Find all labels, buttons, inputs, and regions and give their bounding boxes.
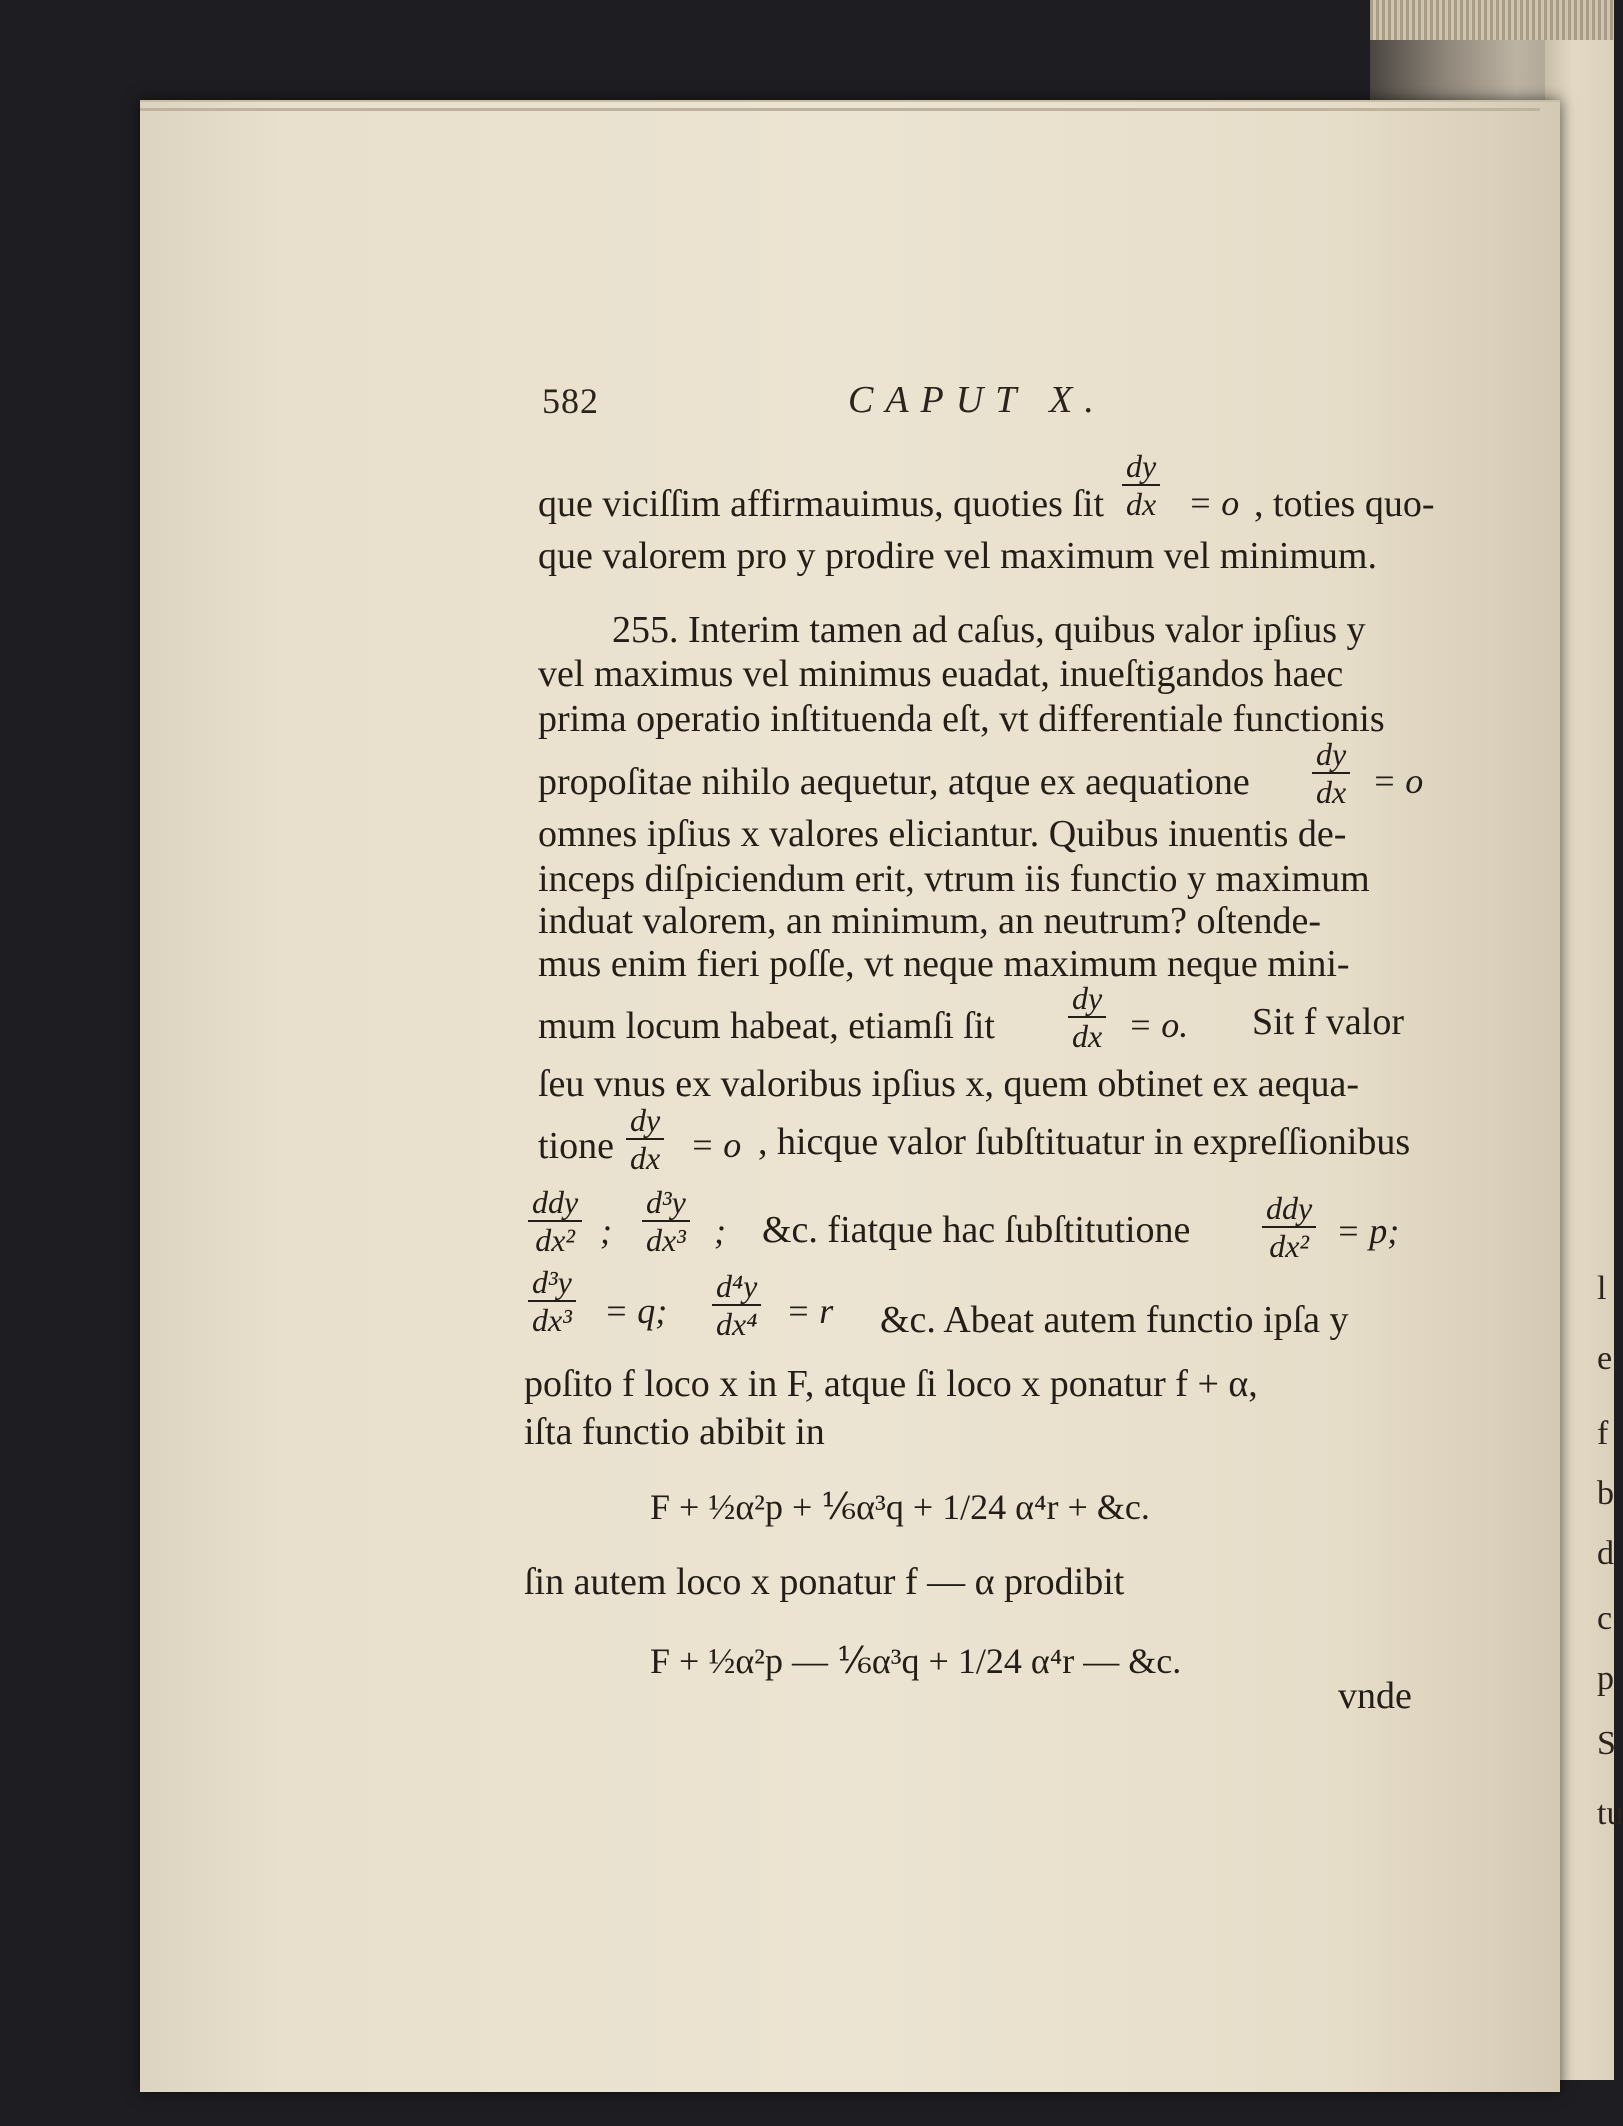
- denominator: dx³: [532, 1302, 572, 1338]
- facing-page-letter: f: [1597, 1415, 1609, 1452]
- denominator: dx: [1072, 1018, 1103, 1054]
- text-line: ſin autem loco x ponatur f — α prodibit: [524, 1561, 1125, 1603]
- text-line: Sit f valor: [1252, 1001, 1404, 1043]
- text-line: omnes ipſius x valores eliciantur. Quibus inuentis de-: [538, 813, 1347, 855]
- equation-sign: = r: [786, 1291, 834, 1331]
- text-line: mum locum habeat, etiamſi ſit: [538, 1005, 995, 1047]
- numerator: dy: [1316, 736, 1347, 772]
- numerator: d³y: [532, 1264, 572, 1300]
- text-line: 255. Interim tamen ad caſus, quibus valor ipſius y: [612, 609, 1366, 651]
- numerator: d⁴y: [716, 1268, 758, 1304]
- text-line: prima operatio inſtituenda eſt, vt differentiale functionis: [538, 698, 1385, 740]
- text-line: , toties quo-: [1254, 483, 1435, 525]
- numerator: ddy: [532, 1184, 579, 1220]
- fraction-ddy-dx2: [528, 1186, 582, 1256]
- numerator: dy: [1126, 448, 1157, 484]
- page-edge: [140, 108, 1540, 111]
- fraction-dy-dx: [1068, 982, 1106, 1052]
- text-line: poſito f loco x in F, atque ſi loco x ponatur f + α,: [524, 1363, 1258, 1405]
- text-line: inceps diſpiciendum erit, vtrum iis functio y maximum: [538, 858, 1370, 900]
- denominator: dx⁴: [716, 1306, 758, 1342]
- text-line: mus enim fieri poſſe, vt neque maximum neque mini-: [538, 943, 1350, 985]
- catchword: vnde: [1338, 1675, 1412, 1717]
- numerator: dy: [1072, 980, 1103, 1016]
- equation-sign: = q;: [604, 1291, 668, 1331]
- fraction-dy-dx: [1122, 450, 1160, 520]
- fraction-d4y-dx4: [712, 1270, 761, 1340]
- denominator: dx³: [646, 1222, 686, 1258]
- denominator: dx: [1126, 486, 1157, 522]
- page-number: 582: [542, 381, 599, 421]
- text-line: , hicque valor ſubſtituatur in expreſſionibus: [758, 1121, 1411, 1163]
- numerator: d³y: [646, 1184, 686, 1220]
- facing-page-letter: tu: [1597, 1795, 1623, 1832]
- separator: ;: [714, 1211, 726, 1251]
- facing-page-letter: S: [1597, 1725, 1616, 1762]
- text-line: &c. fiatque hac ſubſtitutione: [762, 1209, 1191, 1251]
- denominator: dx²: [1269, 1228, 1309, 1264]
- equation-sign: = p;: [1336, 1211, 1400, 1251]
- text-line: que viciſſim affirmauimus, quoties ſit: [538, 483, 1105, 525]
- equation-sign: = o.: [1128, 1005, 1189, 1045]
- numerator: dy: [630, 1102, 661, 1138]
- fraction-dy-dx: [626, 1104, 664, 1174]
- fraction-d3y-dx3: [642, 1186, 690, 1256]
- fraction-d3y-dx3: [528, 1266, 576, 1336]
- facing-page-letter: l: [1597, 1270, 1607, 1307]
- text-line: vel maximus vel minimus euadat, inueſtigandos haec: [538, 653, 1344, 695]
- text-line: iſta functio abibit in: [524, 1411, 825, 1453]
- text-line: propoſitae nihilo aequetur, atque ex aequatione: [538, 761, 1250, 803]
- facing-page-letter: p: [1597, 1660, 1614, 1697]
- running-title: CAPUT X.: [848, 379, 1106, 421]
- equation-sign: = o: [690, 1125, 742, 1165]
- series-formula-minus: F + ½α²p — ⅙α³q + 1/24 α⁴r — &c.: [650, 1641, 1182, 1681]
- fraction-dy-dx: [1312, 738, 1350, 808]
- denominator: dx: [1316, 774, 1347, 810]
- text-line: que valorem pro y prodire vel maximum vel minimum.: [538, 535, 1377, 577]
- denominator: dx: [630, 1140, 661, 1176]
- text-line: tione: [538, 1125, 614, 1167]
- text-line: ſeu vnus ex valoribus ipſius x, quem obtinet ex aequa-: [538, 1063, 1360, 1105]
- facing-page-letter: d: [1597, 1535, 1614, 1572]
- separator: ;: [600, 1211, 612, 1251]
- facing-page-letter: c: [1597, 1600, 1613, 1637]
- facing-page-letter: e: [1597, 1340, 1613, 1377]
- denominator: dx²: [535, 1222, 575, 1258]
- facing-page-letter: b: [1597, 1475, 1614, 1512]
- series-formula-plus: F + ½α²p + ⅙α³q + 1/24 α⁴r + &c.: [650, 1487, 1150, 1527]
- numerator: ddy: [1266, 1190, 1313, 1226]
- text-line: induat valorem, an minimum, an neutrum? oſtende-: [538, 900, 1322, 942]
- text-line: &c. Abeat autem functio ipſa y: [880, 1299, 1349, 1341]
- equation-sign: = o: [1372, 761, 1424, 801]
- fraction-ddy-dx2: [1262, 1192, 1316, 1262]
- equation-sign: = o: [1188, 483, 1240, 523]
